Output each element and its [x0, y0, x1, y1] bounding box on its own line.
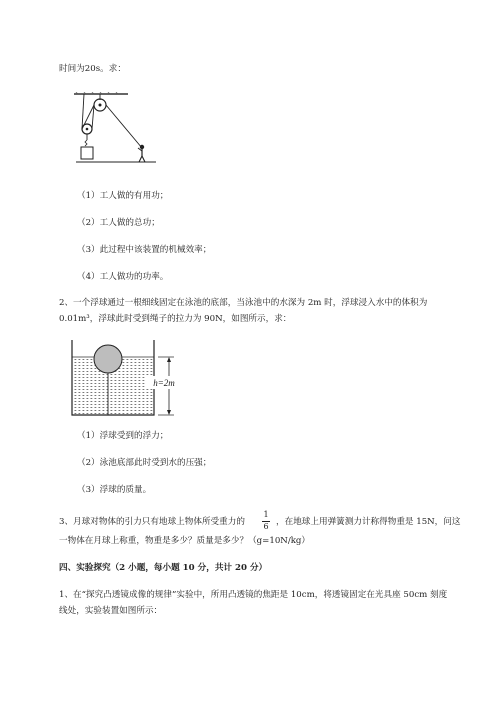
- q3-line-1-post: ，在地球上用弹簧测力计称得物重是 15N，问这: [276, 517, 461, 527]
- q2-item-2: （2）泳池底部此时受到水的压强；: [77, 458, 212, 468]
- fraction-numerator: 1: [263, 510, 269, 519]
- depth-label: h=2m: [153, 378, 175, 388]
- q4-line-1: 1、在“探究凸透镜成像的规律”实验中，所用凸透镜的焦距是 10cm，将透镜固定在光具座 50cm 刻度: [59, 590, 448, 600]
- q1-item-4: （4）工人做功的功率。: [77, 272, 169, 282]
- q3-line-1-pre: 3、月球对物体的引力只有地球上物体所受重力的: [59, 517, 245, 527]
- q2-item-3: （3）浮球的质量。: [77, 485, 152, 495]
- q2-line-2: 0.01m³，浮球此时受到绳子的拉力为 90N，如图所示，求：: [59, 314, 292, 324]
- pulley-figure: [72, 92, 158, 168]
- q1-item-1: （1）工人做的有用功；: [77, 191, 169, 201]
- intro-line: 时间为20s。求：: [59, 64, 126, 74]
- q3-line-2: 一物体在月球上称重，物重是多少？质量是多少？（g=10N/kg）: [59, 536, 311, 546]
- q2-item-1: （1）浮球受到的浮力；: [77, 431, 169, 441]
- float-ball: [94, 345, 122, 373]
- section-4-heading: 四、实验探究（2 小题，每小题 10 分，共计 20 分）: [59, 563, 268, 573]
- q2-line-1: 2、一个浮球通过一根细线固定在泳池的底部，当泳池中的水深为 2m 时，浮球浸入水中的体积为: [59, 298, 428, 308]
- q4-line-2: 线处，实验装置如图所示：: [59, 606, 163, 616]
- pool-figure: [66, 334, 186, 420]
- q1-item-2: （2）工人做的总功；: [77, 218, 160, 228]
- q1-item-3: （3）此过程中该装置的机械效率；: [77, 245, 212, 255]
- fraction-denominator: 6: [263, 522, 269, 531]
- weight-box: [81, 147, 93, 159]
